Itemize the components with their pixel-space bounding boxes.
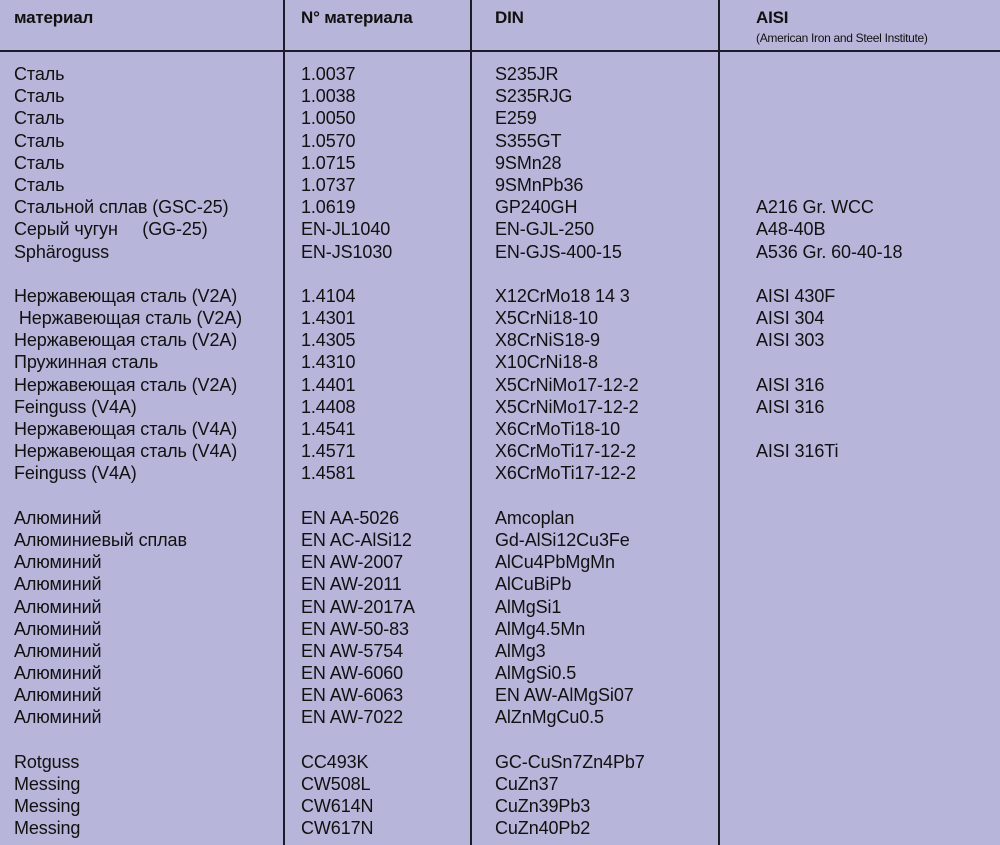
material-number-cell: 1.4301 [301, 308, 356, 329]
din-cell: AlCuBiPb [495, 574, 572, 595]
material-number-cell: EN AW-2007 [301, 552, 404, 573]
din-cell: AlMgSi1 [495, 596, 562, 617]
material-number-cell: 1.0050 [301, 108, 356, 129]
material-cell: Сталь [14, 130, 65, 151]
table-row [0, 529, 1000, 551]
material-cell: Feinguss (V4A) [14, 396, 137, 417]
din-cell: AlMg4.5Mn [495, 618, 586, 639]
din-cell: GC-CuSn7Zn4Pb7 [495, 751, 645, 772]
header-material: материал [14, 8, 94, 27]
material-cell: Сталь [14, 174, 65, 195]
din-cell: EN-GJS-400-15 [495, 241, 622, 262]
aisi-cell: AISI 303 [756, 330, 825, 351]
material-number-cell: 1.4305 [301, 330, 356, 351]
table-row [0, 662, 1000, 684]
din-cell: X6CrMoTi17-12-2 [495, 441, 636, 462]
table-row [0, 440, 1000, 462]
material-number-cell: EN AW-6060 [301, 663, 404, 684]
material-cell: Алюминий [14, 552, 102, 573]
table-body [0, 63, 1000, 840]
din-cell: AlMgSi0.5 [495, 663, 577, 684]
material-number-cell: 1.4571 [301, 441, 356, 462]
aisi-cell: AISI 316 [756, 396, 825, 417]
aisi-cell: AISI 316 [756, 374, 825, 395]
material-cell: Алюминий [14, 507, 102, 528]
table-row [0, 374, 1000, 396]
table-row [0, 573, 1000, 595]
din-cell: X5CrNi18-10 [495, 308, 598, 329]
din-cell: GP240GH [495, 197, 578, 218]
material-cell: Sphäroguss [14, 241, 110, 262]
material-number-cell: EN AW-5754 [301, 640, 404, 661]
din-cell: CuZn40Pb2 [495, 818, 591, 839]
material-cell: Нержавеющая сталь (V2A) [14, 308, 243, 329]
material-number-cell: 1.4581 [301, 463, 356, 484]
table-row [0, 596, 1000, 618]
aisi-cell: AISI 430F [756, 285, 836, 306]
table-row [0, 507, 1000, 529]
material-cell: Сталь [14, 86, 65, 107]
table-row [0, 329, 1000, 351]
din-cell: S235JR [495, 64, 559, 84]
table-row [0, 751, 1000, 773]
material-cell: Сталь [14, 152, 65, 173]
material-cell: Сталь [14, 64, 65, 84]
header-aisi-subtitle: (American Iron and Steel Institute) [756, 31, 928, 45]
material-number-cell: 1.0037 [301, 64, 356, 84]
material-number-cell: EN AC-AlSi12 [301, 529, 412, 550]
din-cell: X5CrNiMo17-12-2 [495, 396, 639, 417]
material-cell: Сталь [14, 108, 65, 129]
material-number-cell: CW508L [301, 774, 371, 794]
aisi-cell: AISI 304 [756, 308, 825, 329]
material-number-cell: EN AA-5026 [301, 507, 400, 528]
header-divider [0, 50, 1000, 52]
material-number-cell: 1.0038 [301, 86, 356, 107]
table-row [0, 418, 1000, 440]
header-material-number: N° материала [301, 8, 413, 27]
table-row [0, 551, 1000, 573]
table-row [0, 351, 1000, 373]
material-number-cell: 1.0737 [301, 174, 356, 195]
din-cell: X12CrMo18 14 3 [495, 285, 630, 306]
material-cell: Нержавеющая сталь (V2A) [14, 285, 238, 306]
aisi-cell: AISI 316Ti [756, 441, 839, 462]
material-number-cell: EN-JS1030 [301, 241, 393, 262]
table-row [0, 706, 1000, 728]
table-row [0, 63, 1000, 85]
din-cell: Gd-AlSi12Cu3Fe [495, 529, 630, 550]
material-cell: Rotguss [14, 751, 80, 772]
din-cell: 9SMn28 [495, 152, 562, 173]
material-cell: Алюминий [14, 663, 102, 684]
material-cell: Нержавеющая сталь (V2A) [14, 374, 238, 395]
table-row [0, 196, 1000, 218]
material-cell: Алюминиевый сплав [14, 529, 187, 550]
material-cell: Стальной сплав (GSC-25) [14, 197, 229, 218]
din-cell: CuZn39Pb3 [495, 796, 591, 817]
din-cell: X10CrNi18-8 [495, 352, 598, 373]
material-number-cell: CC493K [301, 751, 369, 772]
table-row [0, 85, 1000, 107]
material-cell: Messing [14, 774, 81, 794]
din-cell: EN AW-AlMgSi07 [495, 685, 634, 706]
din-cell: EN-GJL-250 [495, 219, 595, 240]
din-cell: 9SMnPb36 [495, 174, 584, 195]
material-cell: Серый чугун (GG-25) [14, 219, 208, 240]
table-row [0, 152, 1000, 174]
material-number-cell: EN-JL1040 [301, 219, 391, 240]
din-cell: X6CrMoTi17-12-2 [495, 463, 636, 484]
din-cell: AlZnMgCu0.5 [495, 707, 604, 728]
table-row [0, 684, 1000, 706]
material-cell: Нержавеющая сталь (V2A) [14, 330, 238, 351]
table-row [0, 174, 1000, 196]
material-cell: Алюминий [14, 640, 102, 661]
material-cell: Feinguss (V4A) [14, 463, 137, 484]
material-number-cell: EN AW-2011 [301, 574, 402, 595]
table-row [0, 241, 1000, 263]
material-number-cell: EN AW-7022 [301, 707, 404, 728]
din-cell: AlMg3 [495, 640, 546, 661]
din-cell: AlCu4PbMgMn [495, 552, 615, 573]
material-number-cell: 1.4104 [301, 285, 356, 306]
material-number-cell: 1.4401 [301, 374, 356, 395]
aisi-cell: A536 Gr. 60-40-18 [756, 241, 903, 262]
din-cell: S355GT [495, 130, 562, 151]
material-number-cell: 1.0619 [301, 197, 356, 218]
header-aisi: AISI [756, 8, 789, 27]
material-number-cell: EN AW-6063 [301, 685, 404, 706]
material-number-cell: EN AW-2017A [301, 596, 415, 617]
group-spacer [0, 263, 1000, 285]
material-number-cell: 1.4408 [301, 396, 356, 417]
table-row [0, 307, 1000, 329]
material-number-cell: CW617N [301, 818, 374, 839]
din-cell: E259 [495, 108, 537, 129]
din-cell: X5CrNiMo17-12-2 [495, 374, 639, 395]
table-row [0, 130, 1000, 152]
material-cell: Нержавеющая сталь (V4A) [14, 419, 238, 439]
table-row [0, 462, 1000, 484]
material-cell: Messing [14, 796, 81, 817]
material-cell: Алюминий [14, 574, 102, 595]
material-cell: Нержавеющая сталь (V4A) [14, 441, 238, 462]
table-row [0, 285, 1000, 307]
table-row [0, 218, 1000, 240]
material-cell: Пружинная сталь [14, 352, 159, 373]
table-row [0, 107, 1000, 129]
table-row [0, 396, 1000, 418]
din-cell: CuZn37 [495, 774, 559, 794]
material-number-cell: EN AW-50-83 [301, 618, 409, 639]
din-cell: S235RJG [495, 86, 573, 107]
aisi-cell: A216 Gr. WCC [756, 197, 874, 218]
material-number-cell: 1.4310 [301, 352, 356, 373]
din-cell: X8CrNiS18-9 [495, 330, 600, 351]
group-spacer [0, 485, 1000, 507]
material-number-cell: 1.4541 [301, 419, 356, 439]
table-row [0, 773, 1000, 795]
din-cell: Amcoplan [495, 507, 575, 528]
table-row [0, 817, 1000, 839]
group-spacer [0, 729, 1000, 751]
material-number-cell: 1.0715 [301, 152, 356, 173]
aisi-cell: A48-40B [756, 219, 826, 240]
header-din: DIN [495, 8, 524, 27]
material-cell: Алюминий [14, 707, 102, 728]
material-cell: Messing [14, 818, 81, 839]
table-row [0, 618, 1000, 640]
material-number-cell: CW614N [301, 796, 374, 817]
material-number-cell: 1.0570 [301, 130, 356, 151]
material-cell: Алюминий [14, 618, 102, 639]
material-cell: Алюминий [14, 596, 102, 617]
table-row [0, 795, 1000, 817]
din-cell: X6CrMoTi18-10 [495, 419, 621, 439]
table-row [0, 640, 1000, 662]
material-cell: Алюминий [14, 685, 102, 706]
